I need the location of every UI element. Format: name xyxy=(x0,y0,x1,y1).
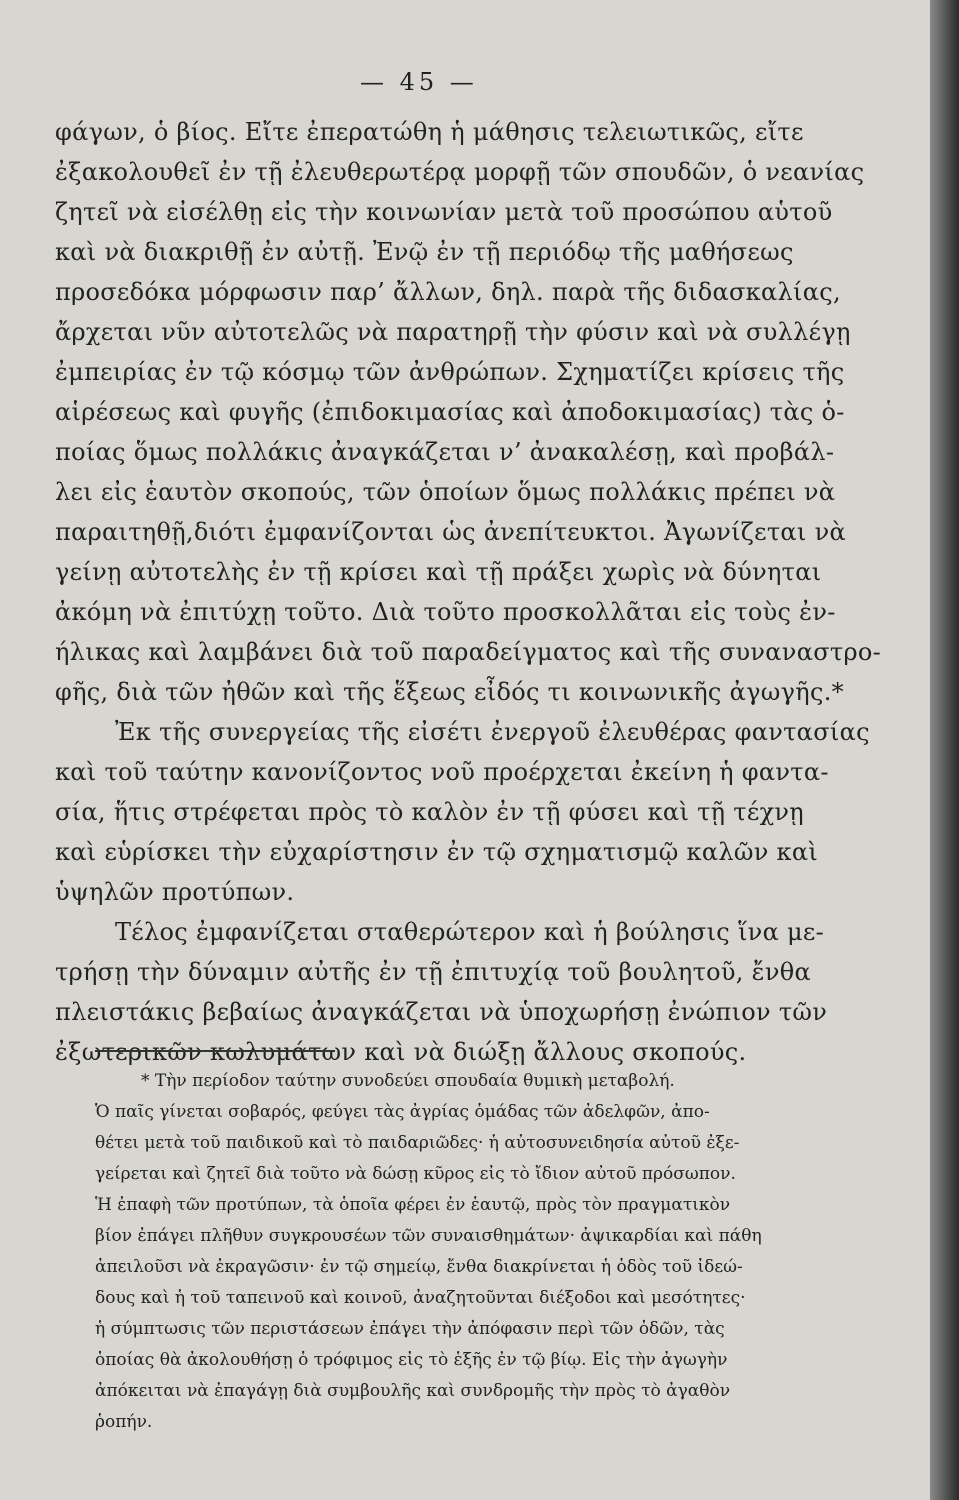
body-line: γείνῃ αὐτοτελὴς ἐν τῇ κρίσει καὶ τῇ πράξει χωρὶς νὰ δύνηται xyxy=(55,558,822,586)
body-line: ἄρχεται νῦν αὐτοτελῶς νὰ παρατηρῇ τὴν φύσιν καὶ νὰ συλλέγῃ xyxy=(55,318,851,346)
footnote-line: ἀπόκειται νὰ ἐπαγάγῃ διὰ συμβουλῆς καὶ συνδρομῆς τὴν πρὸς τὸ ἀγαθὸν xyxy=(95,1381,731,1401)
body-line: ήλικας καὶ λαμβάνει διὰ τοῦ παραδείγματος καὶ τῆς συναναστρο- xyxy=(55,638,882,666)
footnote-line: γείρεται καὶ ζητεῖ διὰ τοῦτο νὰ δώσῃ κῦρος εἰς τὸ ἴδιον αὐτοῦ πρόσωπον. xyxy=(95,1164,736,1184)
body-line: καὶ εὑρίσκει τὴν εὐχαρίστησιν ἐν τῷ σχηματισμῷ καλῶν καὶ xyxy=(55,838,819,866)
footnote-line: ὁποίας θὰ ἀκολουθήσῃ ὁ τρόφιμος εἰς τὸ ἑξῆς ἐν τῷ βίῳ. Εἰς τὴν ἀγωγὴν xyxy=(95,1350,728,1370)
body-line: πλειστάκις βεβαίως ἀναγκάζεται νὰ ὑποχωρήσῃ ἐνώπιον τῶν xyxy=(55,998,828,1026)
body-line: Τέλος ἐμφανίζεται σταθερώτερον καὶ ἡ βούλησις ἵνα με- xyxy=(115,918,825,946)
footnote-line: δους καὶ ἡ τοῦ ταπεινοῦ καὶ κοινοῦ, ἀναζητοῦνται διέξοδοι καὶ μεσότητες· xyxy=(95,1288,746,1308)
body-line: ἀκόμη νὰ ἐπιτύχῃ τοῦτο. Διὰ τοῦτο προσκολλᾶται εἰς τοὺς ἐν- xyxy=(55,598,836,626)
body-line: ὑψηλῶν προτύπων. xyxy=(55,878,295,906)
footnote-line: ἡ σύμπτωσις τῶν περιστάσεων ἐπάγει τὴν ἀπόφασιν περὶ τῶν ὁδῶν, τὰς xyxy=(95,1319,725,1339)
footnote-line: Ὁ παῖς γίνεται σοβαρός, φεύγει τὰς ἀγρίας ὁμάδας τῶν ἀδελφῶν, ἀπο- xyxy=(95,1102,710,1122)
body-line: φάγων, ὁ βίος. Εἴτε ἐπερατώθη ἡ μάθησις τελειωτικῶς, εἴτε xyxy=(55,118,804,146)
footnote-line: βίον ἐπάγει πλῆθυν συγκρουσέων τῶν συναισθημάτων· ἀψικαρδίαι καὶ πάθη xyxy=(95,1226,762,1246)
body-line: Ἐκ τῆς συνεργείας τῆς εἰσέτι ἐνεργοῦ ἐλευθέρας φαντασίας xyxy=(115,718,870,746)
body-line: καὶ τοῦ ταύτην κανονίζοντος νοῦ προέρχεται ἐκείνη ἡ φαντα- xyxy=(55,758,829,786)
footnote-line: θέτει μετὰ τοῦ παιδικοῦ καὶ τὸ παιδαριῶδες· ἡ αὐτοσυνειδησία αὐτοῦ ἐξε- xyxy=(95,1133,740,1153)
book-spine-edge xyxy=(930,0,959,1500)
body-line: παραιτηθῇ,διότι ἐμφανίζονται ὡς ἀνεπίτευκτοι. Ἀγωνίζεται νὰ xyxy=(55,518,846,546)
footnote-line: ῥοπήν. xyxy=(95,1412,153,1432)
body-line: ἐξωτερικῶν κωλυμάτων καὶ νὰ διώξῃ ἄλλους σκοπούς. xyxy=(55,1038,747,1066)
body-line: ζητεῖ νὰ εἰσέλθῃ εἰς τὴν κοινωνίαν μετὰ τοῦ προσώπου αὑτοῦ xyxy=(55,198,833,226)
footnote-line: ἀπειλοῦσι νὰ ἐκραγῶσιν· ἐν τῷ σημείῳ, ἔνθα διακρίνεται ἡ ὁδὸς τοῦ ἰδεώ- xyxy=(95,1257,743,1277)
body-line: καὶ νὰ διακριθῇ ἐν αὐτῇ. Ἐνῷ ἐν τῇ περιόδῳ τῆς μαθήσεως xyxy=(55,238,794,266)
body-line: σία, ἥτις στρέφεται πρὸς τὸ καλὸν ἐν τῇ φύσει καὶ τῇ τέχνῃ xyxy=(55,798,804,826)
body-line: τρήσῃ τὴν δύναμιν αὐτῆς ἐν τῇ ἐπιτυχίᾳ τοῦ βουλητοῦ, ἔνθα xyxy=(55,958,811,986)
body-line: λει εἰς ἑαυτὸν σκοπούς, τῶν ὁποίων ὅμως πολλάκις πρέπει νὰ xyxy=(55,478,836,506)
body-line: αἱρέσεως καὶ φυγῆς (ἐπιδοκιμασίας καὶ ἀποδοκιμασίας) τὰς ὁ- xyxy=(55,398,845,426)
footnote-line: Ἡ ἐπαφὴ τῶν προτύπων, τὰ ὁποῖα φέρει ἐν ἑαυτῷ, πρὸς τὸν πραγματικὸν xyxy=(95,1195,731,1215)
footnote-line: * Τὴν περίοδον ταύτην συνοδεύει σπουδαία θυμικὴ μεταβολή. xyxy=(141,1071,675,1091)
footnote-divider xyxy=(95,1050,335,1052)
footnote xyxy=(95,1066,845,1438)
body-line: ἐμπειρίας ἐν τῷ κόσμῳ τῶν ἀνθρώπων. Σχηματίζει κρίσεις τῆς xyxy=(55,358,845,386)
body-line: προσεδόκα μόρφωσιν παρ’ ἄλλων, δηλ. παρὰ τῆς διδασκαλίας, xyxy=(55,278,841,306)
body-line: ποίας ὅμως πολλάκις ἀναγκάζεται ν’ ἀνακαλέσῃ, καὶ προβάλ- xyxy=(55,438,835,466)
page-number: — 45 — xyxy=(360,68,478,96)
body-text xyxy=(55,112,882,1072)
body-line: φῆς, διὰ τῶν ἠθῶν καὶ τῆς ἕξεως εἶδός τι κοινωνικῆς ἀγωγῆς.* xyxy=(55,678,844,706)
body-line: ἐξακολουθεῖ ἐν τῇ ἐλευθερωτέρᾳ μορφῇ τῶν σπουδῶν, ὁ νεανίας xyxy=(55,158,865,186)
